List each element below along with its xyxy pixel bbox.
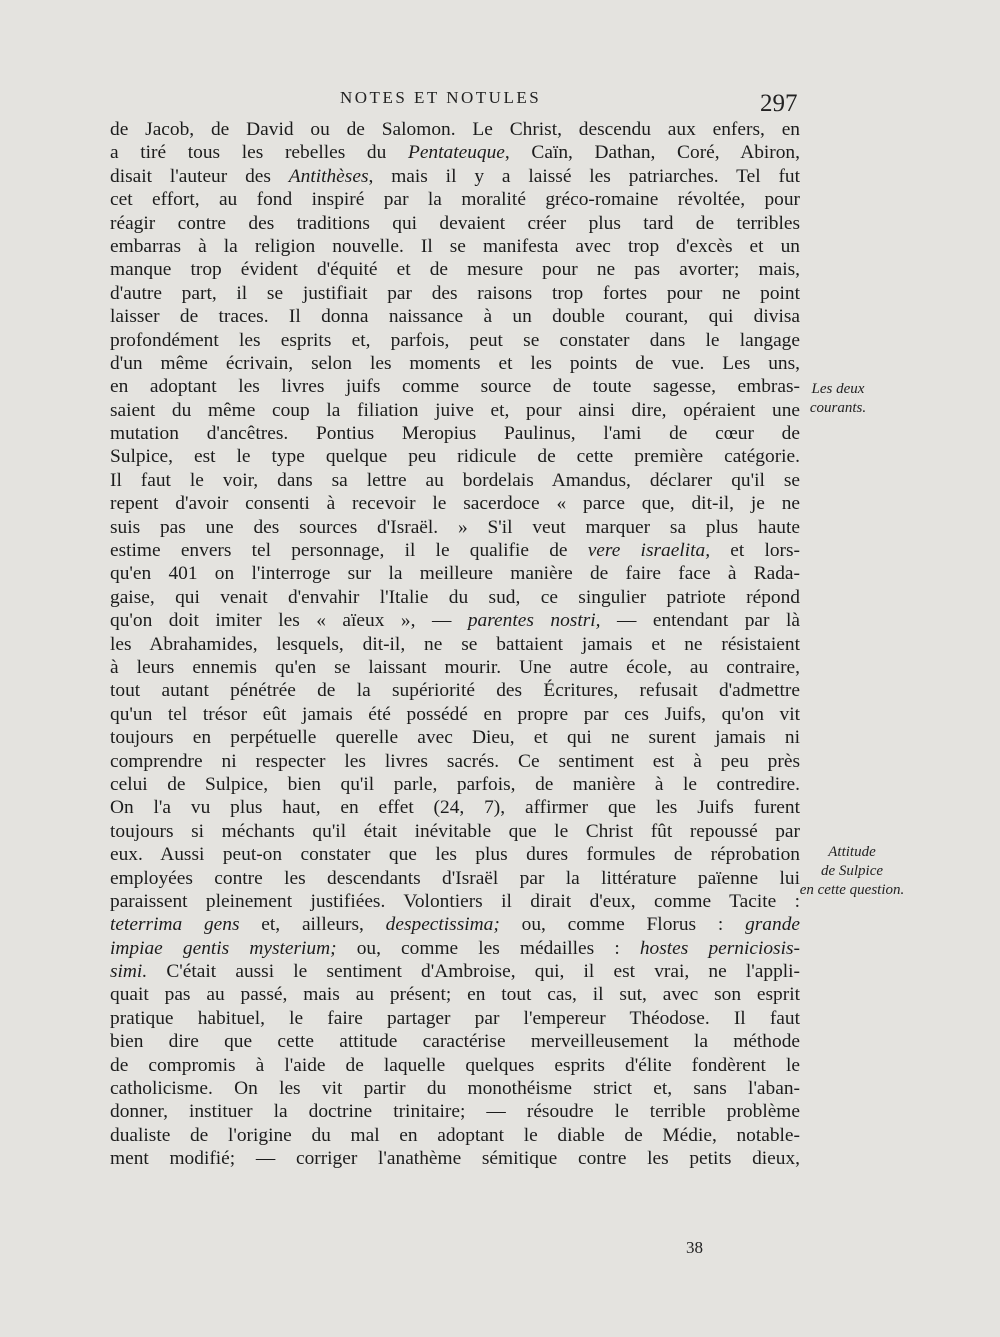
text-line — [110, 445, 800, 468]
text-run: Sulpice, est le type quelque peu ridicule de cette première catégorie. — [110, 446, 800, 468]
text-run: ou, comme Florus : — [499, 914, 746, 936]
text-run: bien dire que cette attitude caractérise merveilleusement la méthode — [110, 1031, 800, 1053]
italic-run: grande — [745, 914, 800, 936]
text-line — [110, 258, 800, 281]
text-run: les Abrahamides, lesquels, dit-il, ne se battaient jamais et ne résistaient — [110, 633, 800, 655]
text-line — [110, 562, 800, 585]
text-line — [110, 1147, 800, 1170]
italic-run: teterrima gens — [110, 914, 240, 936]
text-line — [110, 539, 800, 562]
margin-note-line: Attitude — [828, 844, 876, 860]
text-run: , mais il y a laissé les patriarches. Tel fut — [368, 165, 800, 187]
text-line — [110, 726, 800, 749]
text-run: en adoptant les livres juifs comme source de toute sagesse, embras- — [110, 376, 800, 398]
text-run: paraissent pleinement justifiées. Volontiers il dirait d'eux, comme Tacite : — [110, 890, 800, 912]
text-run: donner, instituer la doctrine trinitaire; — résoudre le terrible problème — [110, 1101, 800, 1123]
margin-note-line: Les deux — [811, 381, 865, 397]
italic-run: Antithèses — [288, 165, 369, 187]
text-line — [110, 890, 800, 913]
text-run: C'était aussi le sentiment d'Ambroise, qui, il est vrai, ne l'appli- — [147, 961, 800, 983]
text-line — [110, 820, 800, 843]
margin-note-line: de Sulpice — [820, 863, 884, 879]
text-line — [110, 750, 800, 773]
text-line — [110, 1054, 800, 1077]
text-line — [110, 305, 800, 328]
text-line — [110, 773, 800, 796]
text-line — [110, 165, 800, 188]
text-line — [110, 188, 800, 211]
text-run: ment modifié; — corriger l'anathème sémitique contre les petits dieux, — [110, 1148, 800, 1170]
text-line — [110, 586, 800, 609]
page-number: 297 — [760, 90, 798, 117]
text-run: pratique habituel, le faire partager par l'empereur Théodose. Il faut — [110, 1007, 800, 1029]
text-run: repent d'avoir consenti à recevoir le sacerdoce « parce que, dit-il, je ne — [110, 493, 800, 515]
margin-note-les-deux-courants — [800, 380, 876, 418]
text-line — [110, 633, 800, 656]
text-line — [110, 1030, 800, 1053]
italic-run: vere israelita, — [587, 540, 711, 562]
text-run: toujours en perpétuelle querelle avec Dieu, et qui ne surent jamais ni — [110, 727, 800, 749]
text-line — [110, 469, 800, 492]
text-run: laisser de traces. Il donna naissance à un double courant, qui divisa — [110, 306, 800, 328]
text-line — [110, 796, 800, 819]
text-run: qu'on doit imiter les « aïeux », — — [110, 610, 468, 632]
text-run: catholicisme. On les vit partir du monothéisme strict et, sans l'aban- — [110, 1078, 800, 1100]
text-run: tout autant pénétrée de la supériorité des Écritures, refusait d'admettre — [110, 680, 800, 702]
text-run: quait pas au passé, mais au présent; en tout cas, il sut, avec son esprit — [110, 984, 800, 1006]
text-run: mutation d'ancêtres. Pontius Meropius Paulinus, l'ami de cœur de — [110, 423, 800, 445]
text-run: , Caïn, Dathan, Coré, Abiron, — [504, 142, 800, 164]
text-run: d'un même écrivain, selon les moments et les points de vue. Les uns, — [110, 352, 800, 374]
text-run: saient du même coup la filiation juive et, pour ainsi dire, opéraient une — [110, 399, 800, 421]
text-run: qu'en 401 on l'interroge sur la meilleure manière de faire face à Rada- — [110, 563, 800, 585]
text-run: réagir contre des traditions qui devaient créer plus tard de terribles — [110, 212, 800, 234]
margin-note-line: courants. — [809, 400, 867, 416]
running-head: NOTES ET NOTULES — [340, 88, 542, 107]
italic-run: parentes nostri, — [467, 610, 601, 632]
text-run: Il faut le voir, dans sa lettre au bordelais Amandus, déclarer qu'il se — [110, 469, 800, 491]
text-line — [110, 282, 800, 305]
text-line — [110, 1100, 800, 1123]
text-run: a tiré tous les rebelles du — [110, 142, 408, 164]
text-run: cet effort, au fond inspiré par la moralité gréco-romaine révoltée, pour — [110, 189, 800, 211]
text-line — [110, 516, 800, 539]
text-run: profondément les esprits et, parfois, peut se constater dans le langage — [110, 329, 800, 351]
text-run: qu'un tel trésor eût jamais été possédé en propre par ces Juifs, qu'on vit — [110, 703, 800, 725]
text-run: toujours si méchants qu'il était inévitable que le Christ fût repoussé par — [110, 820, 800, 842]
text-line — [110, 867, 800, 890]
text-line — [110, 212, 800, 235]
text-run: comprendre ni respecter les livres sacrés. Ce sentiment est à peu près — [110, 750, 800, 772]
text-run: suis pas une des sources d'Israël. » S'il veut marquer sa plus haute — [110, 516, 800, 538]
text-line — [110, 352, 800, 375]
text-run: On l'a vu plus haut, en effet (24, 7), affirmer que les Juifs furent — [110, 797, 800, 819]
text-line — [110, 1124, 800, 1147]
text-run: eux. Aussi peut-on constater que les plus dures formules de réprobation — [110, 844, 800, 866]
text-line — [110, 960, 800, 983]
text-run: dualiste de l'origine du mal en adoptant le diable de Médie, notable- — [110, 1124, 800, 1146]
text-line — [110, 1077, 800, 1100]
text-run: manque trop évident d'équité et de mesure pour ne pas avorter; mais, — [110, 259, 800, 281]
text-run: celui de Sulpice, bien qu'il parle, parfois, de manière à le contredire. — [110, 773, 800, 795]
text-run: ou, comme les médailles : — [336, 937, 640, 959]
text-run: estime envers tel personnage, il le qualifie de — [110, 540, 588, 562]
text-run: et lors- — [710, 540, 800, 562]
text-line — [110, 656, 800, 679]
text-run: employées contre les descendants d'Israël par la littérature païenne lui — [110, 867, 800, 889]
text-line — [110, 609, 800, 632]
text-run: embarras à la religion nouvelle. Il se manifesta avec trop d'excès et un — [110, 235, 800, 257]
text-run: et, ailleurs, — [239, 914, 386, 936]
text-line — [110, 141, 800, 164]
text-run: disait l'auteur des — [110, 165, 289, 187]
text-line — [110, 422, 800, 445]
text-run: de Jacob, de David ou de Salomon. Le Christ, descendu aux enfers, en — [110, 119, 800, 140]
text-line — [110, 983, 800, 1006]
text-line — [110, 913, 800, 936]
text-line — [110, 937, 800, 960]
italic-run: simi. — [110, 961, 148, 983]
italic-run: despectissima; — [385, 914, 500, 936]
text-line — [110, 843, 800, 866]
italic-run: hostes perniciosis- — [639, 937, 800, 959]
text-line — [110, 679, 800, 702]
text-run: de compromis à l'aide de laquelle quelques esprits d'élite fondèrent le — [110, 1054, 800, 1076]
text-run: gaise, qui venait d'envahir l'Italie du sud, ce singulier patriote répond — [110, 586, 800, 608]
italic-run: Pentateuque — [407, 142, 505, 164]
text-line — [110, 118, 800, 141]
main-text-block — [110, 118, 800, 1171]
signature-mark: 38 — [686, 1238, 703, 1257]
text-line — [110, 329, 800, 352]
text-run: d'autre part, il se justifiait par des raisons trop fortes pour ne point — [110, 282, 800, 304]
text-line — [110, 1007, 800, 1030]
text-line — [110, 703, 800, 726]
margin-note-line: en cette question. — [799, 882, 905, 898]
margin-note-attitude-de-sulpice — [786, 843, 918, 900]
text-line — [110, 492, 800, 515]
text-line — [110, 235, 800, 258]
italic-run: impiae gentis mysterium; — [110, 937, 337, 959]
text-run: à leurs ennemis qu'en se laissant mourir. Une autre école, au contraire, — [110, 656, 800, 678]
text-line — [110, 399, 800, 422]
text-run: — entendant par là — [600, 610, 800, 632]
text-line — [110, 375, 800, 398]
